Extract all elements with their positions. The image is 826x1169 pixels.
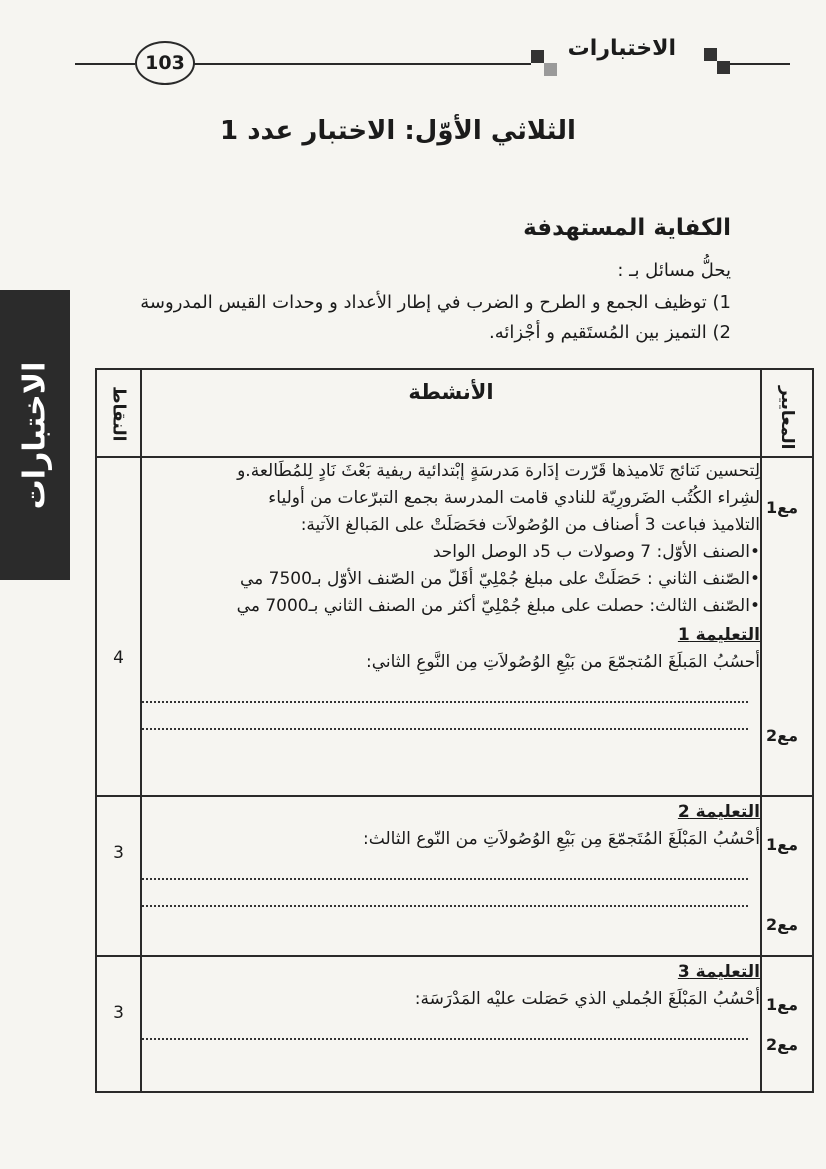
table-header-row xyxy=(96,369,813,457)
points-cell xyxy=(96,956,141,1092)
list-item: •الصّنف الثاني : حَصَلَتْ على مبلغ جُمْلِيّ أقَلّ من الصّنف الأوّل بـ7500 مي xyxy=(239,569,760,589)
points-cell xyxy=(96,796,141,956)
instruction-text: أحْسُبُ المَبْلَغَ المُتَجمّعَ مِن بَيْعِ الوُصُولاَتِ من النّوع الثالث: xyxy=(363,829,760,849)
criterion-label: مع2 xyxy=(766,726,798,745)
problem-text: لشِراء الكُتُب الضَرورِيّة للنادي قامت المدرسة بجمع التبرّعات من أولياء xyxy=(268,488,760,508)
header-rule-middle xyxy=(191,63,531,65)
answer-line[interactable] xyxy=(142,703,748,730)
side-tab xyxy=(0,290,70,580)
answer-line[interactable] xyxy=(142,676,748,703)
points-value: 3 xyxy=(113,1003,124,1023)
activity-cell xyxy=(141,457,761,796)
instruction-title: التعليمة 3 xyxy=(677,962,760,982)
running-title: الاختبارات xyxy=(567,36,676,61)
table-row xyxy=(96,796,813,956)
criterion-label: مع1 xyxy=(766,995,798,1014)
competence-item: 1) توظيف الجمع و الطرح و الضرب في إطار الأعداد و وحدات القيس المدروسة xyxy=(140,292,731,313)
criteria-cell xyxy=(761,796,813,956)
criterion-label: مع1 xyxy=(766,835,798,854)
answer-line[interactable] xyxy=(142,1013,748,1040)
header-rule-left xyxy=(75,63,135,65)
answer-line[interactable] xyxy=(142,853,748,880)
header-square-icon xyxy=(704,48,717,61)
points-column-header: النقاط xyxy=(96,369,141,457)
answer-line[interactable] xyxy=(142,880,748,907)
points-cell xyxy=(96,457,141,796)
competence-item: 2) التميز بين المُستَقيم و أجْزائه. xyxy=(489,322,731,343)
criteria-column-header: المعايير xyxy=(761,369,813,457)
header-square-icon xyxy=(717,61,730,74)
table-row xyxy=(96,457,813,796)
exercise-table xyxy=(95,368,814,1093)
list-item: •الصّنف الثالث: حصلت على مبلغ جُمْلِيّ أكثر من الصنف الثاني بـ7000 مي xyxy=(236,596,760,616)
points-value: 4 xyxy=(113,648,124,668)
header-square-icon xyxy=(544,63,557,76)
list-item: •الصنف الأوّل: 7 وصولات ب 5د الوصل الواحد xyxy=(432,542,760,562)
header-rule-right xyxy=(730,63,790,65)
header-square-icon xyxy=(531,50,544,63)
instruction-title: التعليمة 2 xyxy=(677,802,760,822)
instruction-title: التعليمة 1 xyxy=(677,625,760,645)
side-tab-label: الاختبارات xyxy=(17,361,53,509)
activity-cell xyxy=(141,956,761,1092)
criteria-cell xyxy=(761,457,813,796)
problem-text: لِتحسين نَتائج تَلاميذها قَرّرت إدَارة مَدرسَةٍ إبْتدائية ريفية بَعْثَ نَادٍ لِلمُطَالعة.و xyxy=(237,461,760,481)
competence-heading: الكفاية المستهدفة xyxy=(523,215,731,241)
criterion-label: مع2 xyxy=(766,1035,798,1054)
points-value: 3 xyxy=(113,843,124,863)
page-number: 103 xyxy=(135,41,195,85)
page-title: الثلاثي الأوّل: الاختبار عدد 1 xyxy=(220,116,576,146)
table-row xyxy=(96,956,813,1092)
activity-cell xyxy=(141,796,761,956)
problem-text: التلاميذ فباعت 3 أصناف من الوُصُولاَت فحَصَلَتْ على المَبالغ الآتية: xyxy=(300,515,760,535)
instruction-text: أحْسُبُ المَبْلَغَ الجُملي الذي حَصَلت عليْه المَدْرَسَة: xyxy=(414,989,760,1009)
criteria-cell xyxy=(761,956,813,1092)
competence-intro: يحلُّ مسائل بـ : xyxy=(617,260,731,281)
instruction-text: أحسُبُ المَبلَغَ المُتجمّعَ من بَيْعِ الوُصُولاَتِ مِن النَّوعِ الثاني: xyxy=(366,652,760,672)
criterion-label: مع2 xyxy=(766,915,798,934)
activities-column-header: الأنشطة xyxy=(141,369,761,457)
criterion-label: مع1 xyxy=(766,498,798,517)
